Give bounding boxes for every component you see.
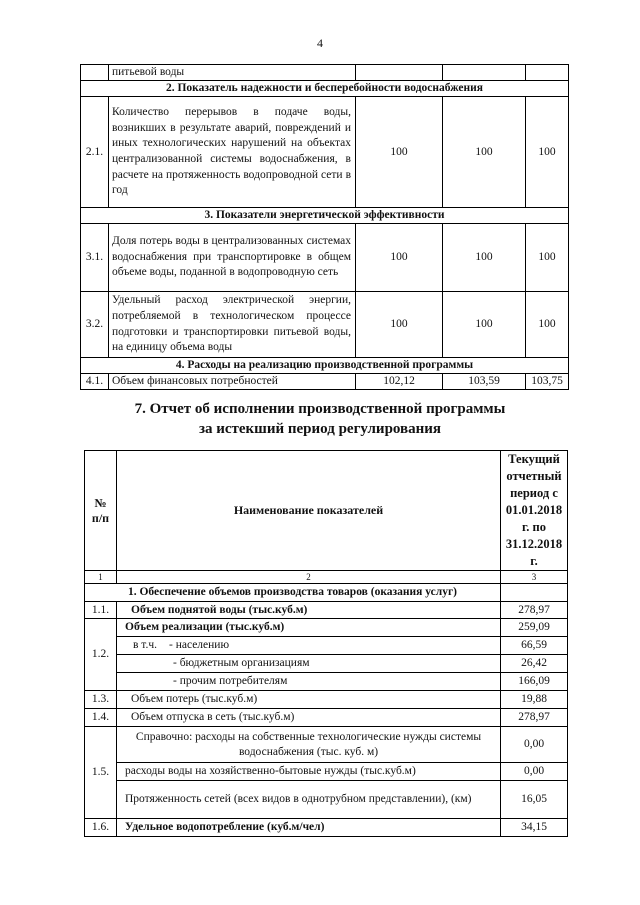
report-title: 7. Отчет об исполнении производственной программы за истекший период регулирования — [134, 401, 506, 437]
table-row: 1.4. Объем отпуска в сеть (тыс.куб.м) 278,97 — [85, 709, 568, 727]
table-header: № п/п Наименование показателей Текущий отчетный период с 01.01.2018 г. по 31.12.2018 г. — [85, 451, 568, 571]
section-header: 3. Показатели энергетической эффективности — [81, 208, 569, 224]
table-row: 3.1. Доля потерь воды в централизованных системах водоснабжения при транспортировке в общем объеме воды, поданной в водопроводную сеть 100 100 100 — [81, 224, 569, 292]
table-row: 3.2. Удельный расход электрической энергии, потребляемой в технологическом процессе подготовки и транспортировки питьевой воды, на единицу объема воды 100 100 100 — [81, 292, 569, 358]
table-row: в т.ч. - населению 66,59 — [85, 637, 568, 655]
table-row: 4.1. Объем финансовых потребностей 102,12 103,59 103,75 — [81, 374, 569, 390]
table-row: 1.1. Объем поднятой воды (тыс.куб.м) 278,97 — [85, 602, 568, 619]
report-table — [84, 450, 568, 837]
table-row: - прочим потребителям 166,09 — [85, 673, 568, 691]
table-row: 1.6. Удельное водопотребление (куб.м/чел) 34,15 — [85, 819, 568, 837]
section-header: 1. Обеспечение объемов производства товаров (оказания услуг) — [85, 584, 568, 602]
table-row: Протяженность сетей (всех видов в однотрубном представлении), (км) 16,05 — [85, 781, 568, 819]
table-row: 1.3. Объем потерь (тыс.куб.м) 19,88 — [85, 691, 568, 709]
table-row — [81, 65, 569, 81]
table-row: 2.1. Количество перерывов в подаче воды, возникших в результате аварий, повреждений и иных технологических нарушений на объектах централизованной системы водоснабжения, в расчете на протяженность водопроводной сети в год 100 100 100 — [81, 97, 569, 208]
indicators-table — [80, 64, 569, 390]
continuation-text: питьевой воды — [109, 65, 356, 81]
column-index-row: 1 2 3 — [85, 571, 568, 584]
table-row: 1.2. Объем реализации (тыс.куб.м) 259,09 — [85, 619, 568, 637]
table-row: 1.5. Справочно: расходы на собственные технологические нужды системы водоснабжения (тыс. куб. м) 0,00 — [85, 727, 568, 763]
table-row: расходы воды на хозяйственно-бытовые нужды (тыс.куб.м) 0,00 — [85, 763, 568, 781]
page-number: 4 — [317, 36, 323, 50]
table-row: - бюджетным организациям 26,42 — [85, 655, 568, 673]
section-header: 4. Расходы на реализацию производственной программы — [81, 358, 569, 374]
section-header: 2. Показатель надежности и бесперебойности водоснабжения — [81, 81, 569, 97]
